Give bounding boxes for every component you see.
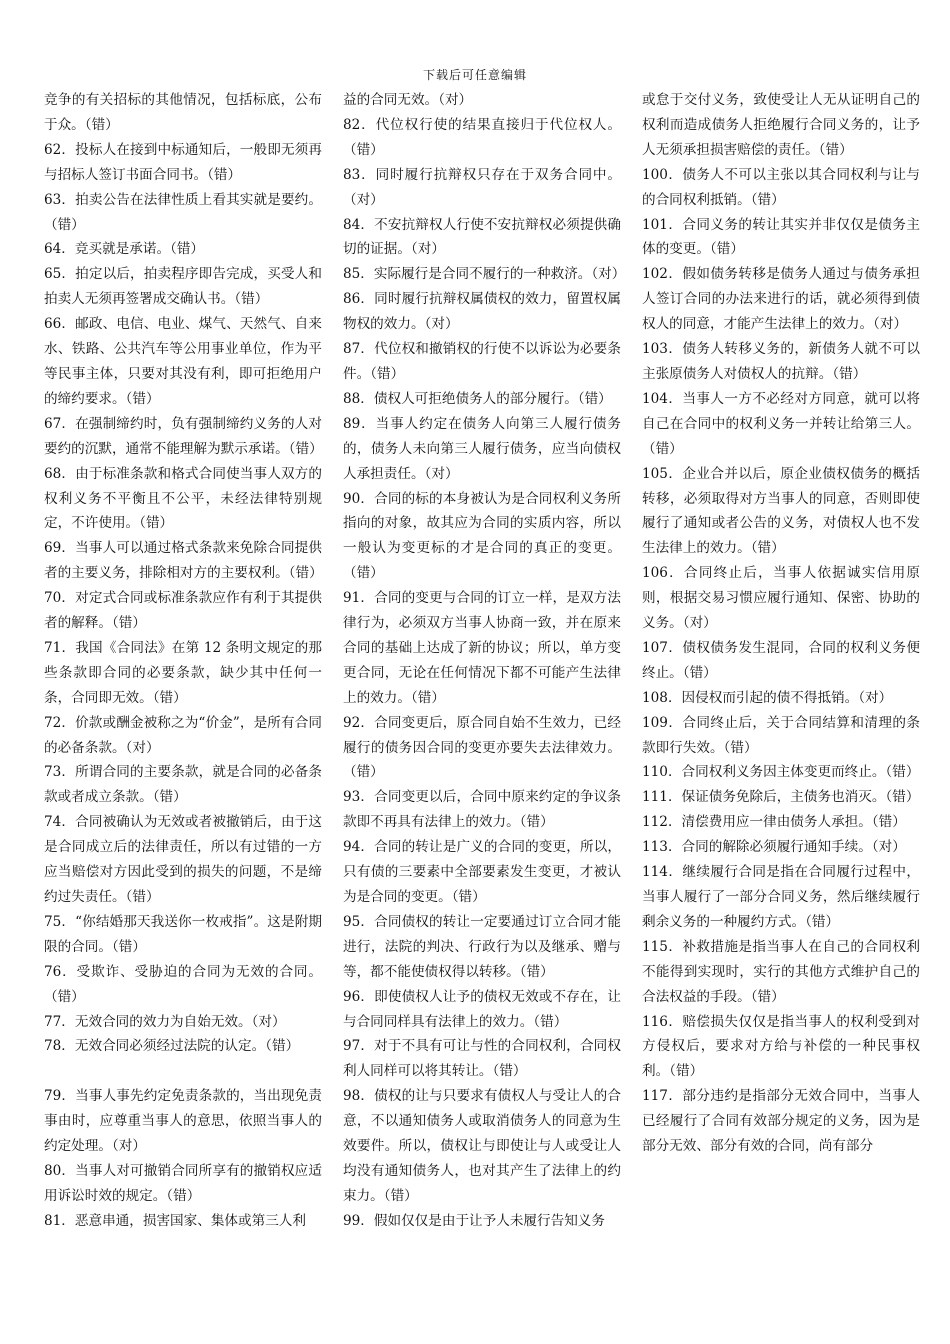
paragraph: 65．拍定以后，拍卖程序即告完成，买受人和拍卖人无须再签署成交确认书。（错） (44, 266, 322, 308)
paragraph: 89．当事人约定在债务人向第三人履行债务的，债务人未向第三人履行债务，应当向债权人承担责任。（对） (343, 415, 621, 482)
paragraph: 82．代位权行使的结果直接归于代位权人。（错） (343, 116, 621, 158)
paragraph: 79．当事人事先约定免责条款的，当出现免责事由时，应尊重当事人的意思，依照当事人的约定处理。（对） (44, 1088, 322, 1155)
paragraph: 69．当事人可以通过格式条款来免除合同提供者的主要义务，排除相对方的主要权利。（错） (44, 540, 323, 582)
paragraph: 或怠于交付义务，致使受让人无从证明自己的权利而造成债务人拒绝履行合同义务的，让予人无须承担损害赔偿的责任。（错） (642, 92, 920, 158)
paragraph: 67．在强制缔约时，负有强制缔约义务的人对要约的沉默，通常不能理解为默示承诺。（错） (44, 415, 323, 457)
paragraph: 68．由于标准条款和格式合同使当事人双方的权利义务不平衡且不公平，未经法律特别规定，不许使用。（错） (44, 465, 322, 532)
paragraph: 66．邮政、电信、电业、煤气、天然气、自来水、铁路、公共汽车等公用事业单位，作为平等民事主体，只要对其没有利，即可拒绝用户的缔约要求。（错） (44, 316, 322, 407)
paragraph: 益的合同无效。（对） (343, 92, 473, 108)
paragraph: 115．补救措施是指当事人在自己的合同权利不能得到实现时，实行的其他方式维护自己的合法权益的手段。（错） (642, 938, 920, 1005)
paragraph: 86．同时履行抗辩权属债权的效力，留置权属物权的效力。（对） (343, 291, 621, 333)
paragraph: 110．合同权利义务因主体变更而终止。（错） (642, 764, 920, 781)
paragraph: 81．恶意串通，损害国家、集体或第三人利 (44, 1212, 306, 1229)
paragraph: 108．因侵权而引起的债不得抵销。（对） (642, 689, 893, 706)
text-column-2 (343, 88, 626, 1234)
paragraph: 87．代位权和撤销权的行使不以诉讼为必要条件。（错） (343, 341, 621, 382)
paragraph: 97．对于不具有可让与性的合同权利，合同权利人同样可以将其转让。（错） (343, 1038, 621, 1080)
paragraph: 83．同时履行抗辩权只存在于双务合同中。（对） (343, 166, 621, 208)
paragraph: 109．合同终止后，关于合同结算和清理的条款即行失效。（错） (642, 714, 920, 756)
paragraph: 104．当事人一方不必经对方同意，就可以将自己在合同中的权利义务一并转让给第三人。（错） (642, 390, 920, 457)
paragraph: 76．受欺诈、受胁迫的合同为无效的合同。（错） (44, 963, 322, 1005)
paragraph: 96．即使债权人让予的债权无效或不存在，让与合同同样具有法律上的效力。（错） (343, 988, 621, 1030)
paragraph: 80．当事人对可撤销合同所享有的撤销权应适用诉讼时效的规定。（错） (44, 1162, 322, 1204)
paragraph: 85．实际履行是合同不履行的一种救济。（对） (343, 266, 626, 283)
paragraph: 100．债务人不可以主张以其合同权利与让与的合同权利抵销。（错） (642, 166, 920, 208)
text-column-1 (44, 88, 322, 1234)
text-column-3 (642, 88, 920, 1159)
paragraph: 64．竞买就是承诺。（错） (44, 241, 205, 258)
page-header: 下载后可任意编辑 (422, 68, 527, 82)
paragraph: 113．合同的解除必须履行通知手续。（对） (642, 839, 906, 856)
paragraph: 112．清偿费用应一律由债务人承担。（错） (642, 814, 906, 831)
paragraph: 117．部分违约是指部分无效合同中，当事人已经履行了合同有效部分规定的义务，因为是部分无效、部分有效的合同，尚有部分 (642, 1088, 920, 1155)
paragraph: 78．无效合同必须经过法院的认定。（错） (44, 1038, 300, 1055)
paragraph: 71．我国《合同法》在第 12 条明文规定的那些条款即合同的必要条款，缺少其中任何一条，合同即无效。（错） (44, 639, 322, 706)
paragraph: 101．合同义务的转让其实并非仅仅是债务主体的变更。（错） (642, 216, 920, 258)
paragraph: 77．无效合同的效力为自始无效。（对） (44, 1013, 286, 1030)
paragraph: 98．债权的让与只要求有债权人与受让人的合意，不以通知债务人或取消债务人的同意为生效要件。所以，债权让与即使让与人或受让人均没有通知债务人，也对其产生了法律上的约束力。（错） (343, 1088, 621, 1204)
paragraph: 63．拍卖公告在法律性质上看其实就是要约。（错） (44, 191, 322, 233)
paragraph: 62．投标人在接到中标通知后，一般即无须再与招标人签订书面合同书。（错） (44, 141, 322, 183)
paragraph: 72．价款或酬金被称之为“价金”，是所有合同的必备条款。（对） (44, 714, 322, 756)
paragraph: 111．保证债务免除后，主债务也消灭。（错） (642, 789, 920, 806)
paragraph: 竞争的有关招标的其他情况，包括标底，公布于众。（错） (44, 92, 322, 133)
paragraph: 102．假如债务转移是债务人通过与债务承担人签订合同的办法来进行的话，就必须得到债权人的同意，才能产生法律上的效力。（对） (642, 266, 920, 333)
paragraph: 107．债权债务发生混同，合同的权利义务便终止。（错） (642, 639, 920, 681)
paragraph: 116．赔偿损失仅仅是指当事人的权利受到对方侵权后，要求对方给与补偿的一种民事权利。（错） (642, 1013, 920, 1080)
paragraph: 74．合同被确认为无效或者被撤销后，由于这是合同成立后的法律责任，所以有过错的一方应当赔偿对方因此受到的损失的问题，不是缔约过失责任。（错） (44, 814, 322, 905)
paragraph: 95．合同债权的转让一定要通过订立合同才能进行，法院的判决、行政行为以及继承、赠与等，都不能使债权得以转移。（错） (343, 913, 621, 980)
paragraph: 73．所谓合同的主要条款，就是合同的必备条款或者成立条款。（错） (44, 764, 322, 806)
paragraph: 103．债务人转移义务的，新债务人就不可以主张原债务人对债权人的抗辩。（错） (642, 341, 920, 382)
paragraph: 75．“你结婚那天我送你一枚戒指”。这是附期限的合同。（错） (44, 913, 322, 955)
paragraph: 105．企业合并以后，原企业债权债务的概括转移，必须取得对方当事人的同意，否则即使履行了通知或者公告的义务，对债权人也不发生法律上的效力。（错） (642, 465, 920, 557)
paragraph: 91．合同的变更与合同的订立一样，是双方法律行为，必须双方当事人协商一致，并在原来合同的基础上达成了新的协议；所以，单方变更合同，无论在任何情况下都不可能产生法律上的效力。（错） (343, 590, 621, 706)
paragraph: 92．合同变更后，原合同自始不生效力，已经履行的债务因合同的变更亦要失去法律效力。（错） (343, 714, 621, 781)
paragraph: 106．合同终止后，当事人依据诚实信用原则，根据交易习惯应履行通知、保密、协助的义务。（对） (642, 565, 920, 632)
paragraph: 93．合同变更以后，合同中原来约定的争议条款即不再具有法律上的效力。（错） (343, 789, 621, 831)
paragraph: 90．合同的标的本身被认为是合同权利义务所指向的对象，故其应为合同的实质内容，所以一般认为变更标的才是合同的真正的变更。（错） (343, 490, 621, 582)
paragraph: 84．不安抗辩权人行使不安抗辩权必须提供确切的证据。（对） (343, 216, 621, 258)
paragraph: 99．假如仅仅是由于让予人未履行告知义务 (343, 1212, 605, 1229)
paragraph: 114．继续履行合同是指在合同履行过程中，当事人履行了一部分合同义务，然后继续履行剩余义务的一种履约方式。（错） (642, 864, 920, 930)
paragraph: 70．对定式合同或标准条款应作有利于其提供者的解释。（错） (44, 590, 322, 632)
paragraph: 88．债权人可拒绝债务人的部分履行。（错） (343, 390, 612, 407)
paragraph: 94．合同的转让是广义的合同的变更，所以，只有债的三要素中全部要素发生变更，才被认为是合同的变更。（错） (343, 839, 621, 905)
